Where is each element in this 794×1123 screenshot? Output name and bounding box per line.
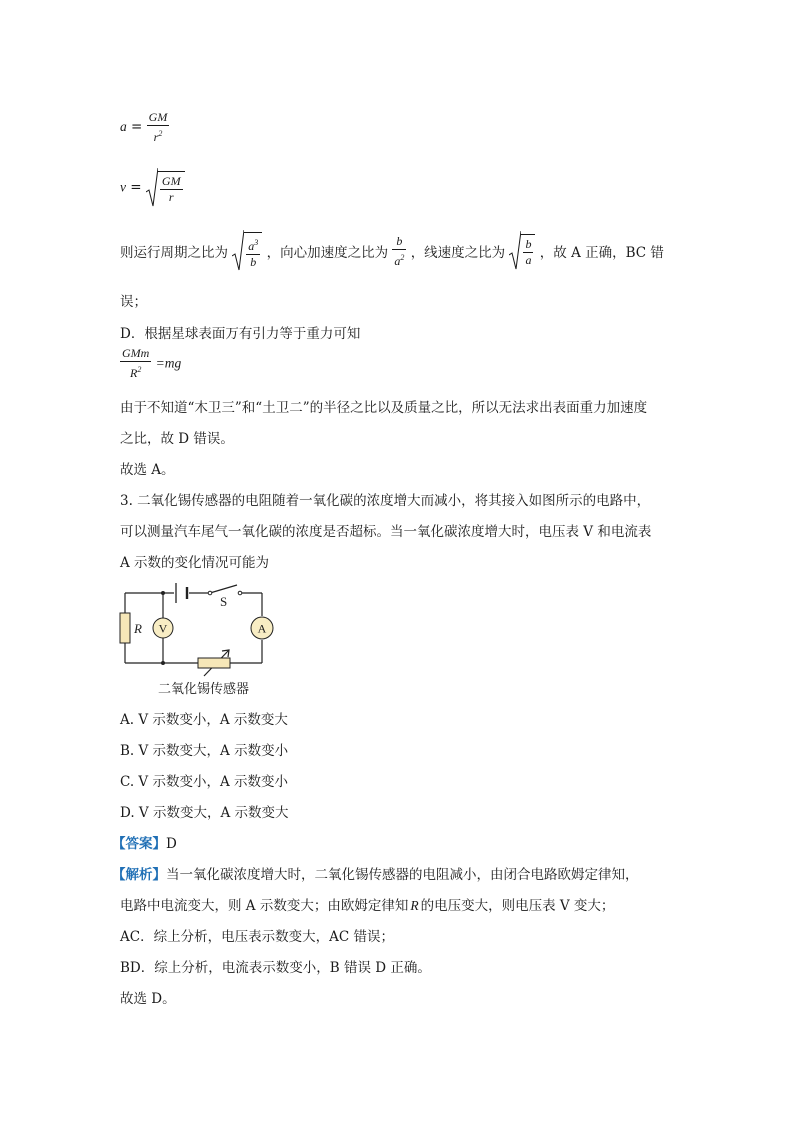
para1-line1: 由于不知道“木卫三”和“土卫二”的半径之比以及质量之比，所以无法求出表面重力加速度 bbox=[120, 400, 648, 416]
ratio-text-3: ，线速度之比为 bbox=[410, 245, 506, 261]
symbol-a: a bbox=[120, 119, 127, 134]
resistor-r bbox=[120, 613, 130, 643]
ratio-text-4: ，故 A 正确，BC 错 bbox=[539, 245, 664, 261]
option-d: D. V 示数变大，A 示数变大 bbox=[120, 805, 289, 821]
label-v: V bbox=[158, 621, 168, 636]
label-a: A bbox=[257, 621, 267, 636]
junction-top bbox=[161, 591, 165, 595]
analysis-line2: 电路中电流变大，则 A 示数变大；由欧姆定律知 R 的电压变大，则电压表 V 变大； bbox=[120, 898, 615, 914]
fraction-acc-ratio: $\frac{b}{a^2}$ bbox=[394, 233, 405, 268]
radical-sign bbox=[232, 230, 244, 272]
denominator: $r^2$ bbox=[153, 129, 163, 144]
switch-contact-left bbox=[208, 591, 212, 595]
analysis-line1: 【解析】当一氧化碳浓度增大时，二氧化锡传感器的电阻减小，由闭合电路欧姆定律知， bbox=[112, 867, 639, 883]
ratio-text-1: 则运行周期之比为 bbox=[120, 245, 228, 261]
sensor-caption: 二氧化锡传感器 bbox=[158, 682, 250, 697]
sensor-resistor bbox=[198, 658, 230, 668]
answer-line bbox=[112, 832, 177, 852]
equals-mg: =mg bbox=[155, 355, 182, 371]
junction-bottom bbox=[161, 661, 165, 665]
equals-sign: = bbox=[130, 179, 142, 196]
question3-line2: 可以测量汽车尾气一氧化碳的浓度是否超标。当一氧化碳浓度增大时，电压表 V 和电流表 bbox=[120, 524, 652, 540]
label-s: S bbox=[220, 594, 228, 609]
label-r: R bbox=[134, 621, 142, 636]
fraction-gm-over-r2 bbox=[147, 110, 170, 145]
formula-acceleration bbox=[120, 110, 169, 145]
sqrt-gm-over-r: $\frac{GM}{r}$ bbox=[146, 168, 185, 208]
text-wu: 误； bbox=[120, 294, 147, 310]
ratio-text-2: ，向心加速度之比为 bbox=[266, 245, 389, 261]
para1-line2: 之比，故 D 错误。 bbox=[120, 431, 234, 447]
question3-line3: A 示数的变化情况可能为 bbox=[120, 555, 270, 571]
analysis-tag: 【解析】 bbox=[112, 867, 166, 883]
answer-tag: 【答案】 bbox=[112, 836, 166, 852]
switch-contact-right bbox=[238, 591, 242, 595]
option-a: A. V 示数变小，A 示数变大 bbox=[120, 712, 288, 728]
option-c: C. V 示数变小，A 示数变小 bbox=[120, 774, 289, 790]
option-b: B. V 示数变大，A 示数变小 bbox=[120, 743, 289, 759]
equals-sign: = bbox=[131, 119, 143, 135]
fraction-gmm-over-r2: $\frac{\text{GMm}}{R^2}$ bbox=[122, 346, 150, 380]
choose-a: 故选 A。 bbox=[120, 462, 175, 478]
radical-sign bbox=[509, 231, 521, 271]
answer-value: D bbox=[166, 836, 177, 852]
text-option-d-analysis: D．根据星球表面万有引力等于重力可知 bbox=[120, 326, 361, 342]
formula-gravity bbox=[120, 346, 181, 381]
symbol-v: v bbox=[120, 179, 126, 195]
sqrt-period-ratio: $\frac{a^3}{b}$ bbox=[232, 230, 262, 272]
question3-line1: 3. 二氧化锡传感器的电阻随着一氧化碳的浓度增大而减小，将其接入如图所示的电路中， bbox=[120, 493, 651, 509]
ratio-line bbox=[120, 230, 664, 272]
symbol-r: R bbox=[410, 898, 419, 913]
analysis-line4: BD．综上分析，电流表示数变小，B 错误 D 正确。 bbox=[120, 960, 431, 976]
analysis-line3: AC．综上分析，电压表示数变大，AC 错误； bbox=[120, 929, 394, 945]
analysis-line5: 故选 D。 bbox=[120, 991, 176, 1007]
sqrt-velocity-ratio: $\frac{b}{a}$ bbox=[509, 231, 535, 271]
formula-velocity bbox=[120, 168, 185, 208]
radical-sign bbox=[146, 168, 158, 208]
numerator: GM bbox=[148, 110, 168, 124]
